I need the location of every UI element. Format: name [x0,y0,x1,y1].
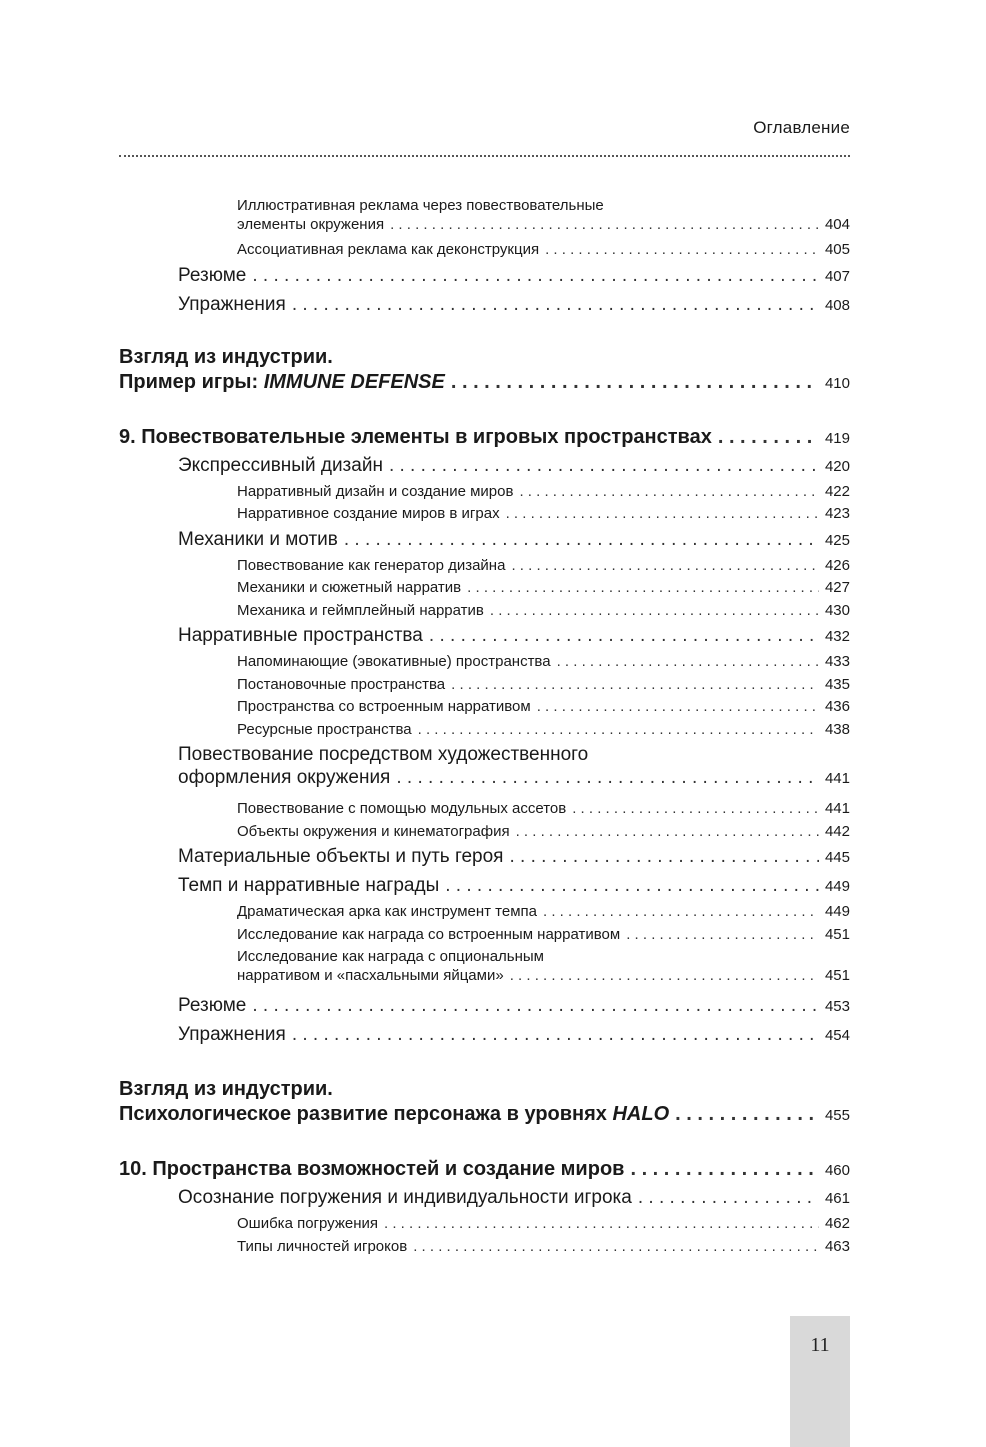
dot-leader [510,968,819,983]
toc-entry-title-line1: Взгляд из индустрии. [119,1078,333,1100]
toc-entry[interactable] [119,821,850,844]
toc-entry[interactable] [119,992,850,1021]
toc-entry[interactable] [119,526,850,555]
dot-leader [718,422,819,452]
dot-leader [543,901,819,923]
dot-leader [389,452,819,480]
toc-page-number: 432 [824,628,850,645]
toc-entry[interactable] [119,555,850,578]
dot-leader [537,696,819,718]
toc-page-number: 420 [824,457,850,475]
toc-entry[interactable] [119,600,850,623]
toc-entry-title: Пространства со встроенным нарративом [237,698,531,715]
dot-leader [511,555,819,577]
dot-leader [638,1184,819,1212]
dot-leader [344,526,819,554]
toc-entry-title: Исследование как награда со встроенным нарративом [237,925,621,943]
dot-leader [572,798,819,820]
dot-leader [445,872,819,900]
toc-entry[interactable] [119,901,850,924]
dot-leader [557,651,819,673]
toc-entry-title: 9. Повествовательные элементы в игровых пространствах [119,425,712,448]
dot-leader [451,674,819,696]
toc-page-number: 426 [824,556,850,574]
dot-leader [451,372,819,392]
toc-entry[interactable] [119,674,850,697]
toc-entry-title: Осознание погружения и индивидуальности игрока [178,1187,632,1208]
toc-entry[interactable] [119,1184,850,1213]
toc-entry-title: Напоминающие (эвокативные) пространства [237,653,551,670]
toc-entry[interactable] [119,481,850,504]
toc-chapter-entry[interactable] [119,1154,850,1184]
toc-entry-title-line2: оформления окружения [178,767,391,788]
dot-leader [396,768,819,787]
toc-entry-title: Нарративный дизайн и создание миров [237,482,514,500]
toc-entry-title: Упражнения [178,293,286,315]
toc-page-number: 453 [824,998,850,1015]
toc-entry-title: Нарративные пространства [178,625,423,646]
toc-entry[interactable] [119,872,850,901]
toc-entry[interactable] [119,798,850,821]
toc-entry-title: Резюме [178,264,247,286]
toc-entry[interactable] [119,719,850,742]
dot-leader [252,262,819,290]
toc-entry-title-italic: IMMUNE DEFENSE [263,370,445,393]
toc-page-number: 422 [824,482,850,500]
toc-entry-title: Резюме [178,995,247,1016]
toc-entry[interactable] [119,452,850,481]
toc-chapter-entry[interactable] [119,422,850,452]
toc-entry[interactable] [119,1236,850,1259]
dot-leader [626,924,819,946]
toc-entry-title: Драматическая арка как инструмент темпа [237,903,537,920]
toc-page-number: 451 [824,967,850,984]
toc-page-number: 442 [824,822,850,840]
toc-page-number: 451 [824,925,850,943]
toc-entry-title-prefix: Пример игры: [119,370,264,393]
toc-page-number: 405 [824,241,850,258]
toc-entry[interactable] [119,946,850,992]
toc-page-number: 423 [824,505,850,522]
toc-page-number: 410 [824,374,850,392]
toc-entry[interactable] [119,651,850,674]
toc-page-number: 462 [824,1215,850,1232]
dot-leader [467,577,819,599]
toc-entry[interactable] [119,1021,850,1050]
dot-leader [519,481,819,503]
dot-leader [675,1104,819,1124]
dot-leader [630,1154,819,1184]
toc-entry-title: Типы личностей игроков [237,1237,408,1255]
toc-entry-title: Постановочные пространства [237,675,446,693]
toc-entry[interactable] [119,741,850,798]
dot-leader [390,217,819,232]
dot-leader [506,503,819,525]
toc-entry-title: Повествование с помощью модульных ассетов [237,800,567,817]
toc-entry[interactable] [119,262,850,291]
toc-entry-title-line2: нарративом и «пасхальными яйцами» [237,967,504,984]
dot-leader [545,239,819,261]
dot-leader [384,1213,819,1235]
toc-page-number: 407 [824,267,850,285]
toc-entry-title: Механика и геймплейный нарратив [237,601,484,619]
toc-entry-title-italic: HALO [612,1103,670,1125]
dot-leader [292,291,819,319]
page-number-tab [790,1316,850,1447]
toc-entry-title: Ассоциативная реклама как деконструкция [237,241,540,258]
toc-entry[interactable] [119,696,850,719]
page-number: 11 [810,1334,830,1356]
toc-page-number: 441 [824,770,850,787]
toc-page-number: 449 [824,878,850,895]
table-of-contents [119,195,850,1258]
toc-entry[interactable] [119,1213,850,1236]
toc-entry-title-line1: Иллюстративная реклама через повествовательные [237,197,604,214]
toc-entry-title-line1: Повествование посредством художественного [178,744,589,765]
toc-entry-title: Материальные объекты и путь героя [178,846,504,867]
toc-entry-title: Механики и мотив [178,528,338,550]
toc-entry[interactable] [119,239,850,262]
toc-chapter-entry[interactable] [119,342,850,402]
toc-page-number: 419 [824,429,850,447]
toc-page-number: 436 [824,698,850,715]
dot-leader [292,1021,819,1049]
toc-page-number: 438 [824,720,850,738]
toc-entry-title-line2: элементы окружения [237,216,385,233]
dot-leader [413,1236,819,1258]
toc-page-number: 460 [824,1162,850,1179]
toc-entry[interactable] [119,291,850,320]
toc-page-number: 461 [824,1190,850,1207]
toc-entry-title: Ошибка погружения [237,1215,379,1232]
toc-entry-title: Повествование как генератор дизайна [237,556,506,574]
toc-entry[interactable] [119,924,850,947]
toc-entry-title-prefix: Психологическое развитие персонажа в уровнях [119,1103,613,1125]
toc-page-number: 408 [824,296,850,314]
toc-entry-title: Ресурсные пространства [237,720,412,738]
toc-page-number: 445 [824,849,850,866]
toc-page-number: 454 [824,1027,850,1044]
toc-page-number: 449 [824,903,850,920]
dot-leader [418,719,819,741]
toc-entry[interactable] [119,577,850,600]
toc-page-number: 435 [824,675,850,693]
toc-page-number: 425 [824,531,850,549]
toc-page-number: 433 [824,653,850,670]
toc-chapter-entry[interactable] [119,1074,850,1134]
toc-entry-title-line1: Взгляд из индустрии. [119,345,333,368]
dot-leader [252,992,819,1020]
dot-leader [516,821,819,843]
dot-leader [509,843,819,871]
toc-entry-title: Экспрессивный дизайн [178,454,383,476]
toc-page-number: 430 [824,601,850,619]
toc-page-number: 463 [824,1237,850,1255]
toc-entry-title-line1: Исследование как награда с опциональным [237,948,544,965]
toc-entry-title: 10. Пространства возможностей и создание миров [119,1158,625,1180]
toc-entry[interactable] [119,622,850,651]
toc-entry[interactable] [119,843,850,872]
running-header: Оглавление [753,118,850,137]
toc-page-number: 441 [824,800,850,817]
toc-page-number: 455 [824,1107,850,1124]
toc-page-number: 404 [824,216,850,233]
toc-entry[interactable] [119,195,850,239]
toc-entry-title: Упражнения [178,1024,286,1045]
toc-page-number: 427 [824,579,850,596]
toc-entry-title: Темп и нарративные награды [178,875,440,896]
header-dotted-rule [119,155,850,157]
toc-entry[interactable] [119,503,850,526]
toc-entry-title: Нарративное создание миров в играх [237,505,500,522]
toc-entry-title: Механики и сюжетный нарратив [237,579,462,596]
toc-entry-title: Объекты окружения и кинематография [237,822,510,840]
dot-leader [490,600,819,622]
dot-leader [429,622,819,650]
